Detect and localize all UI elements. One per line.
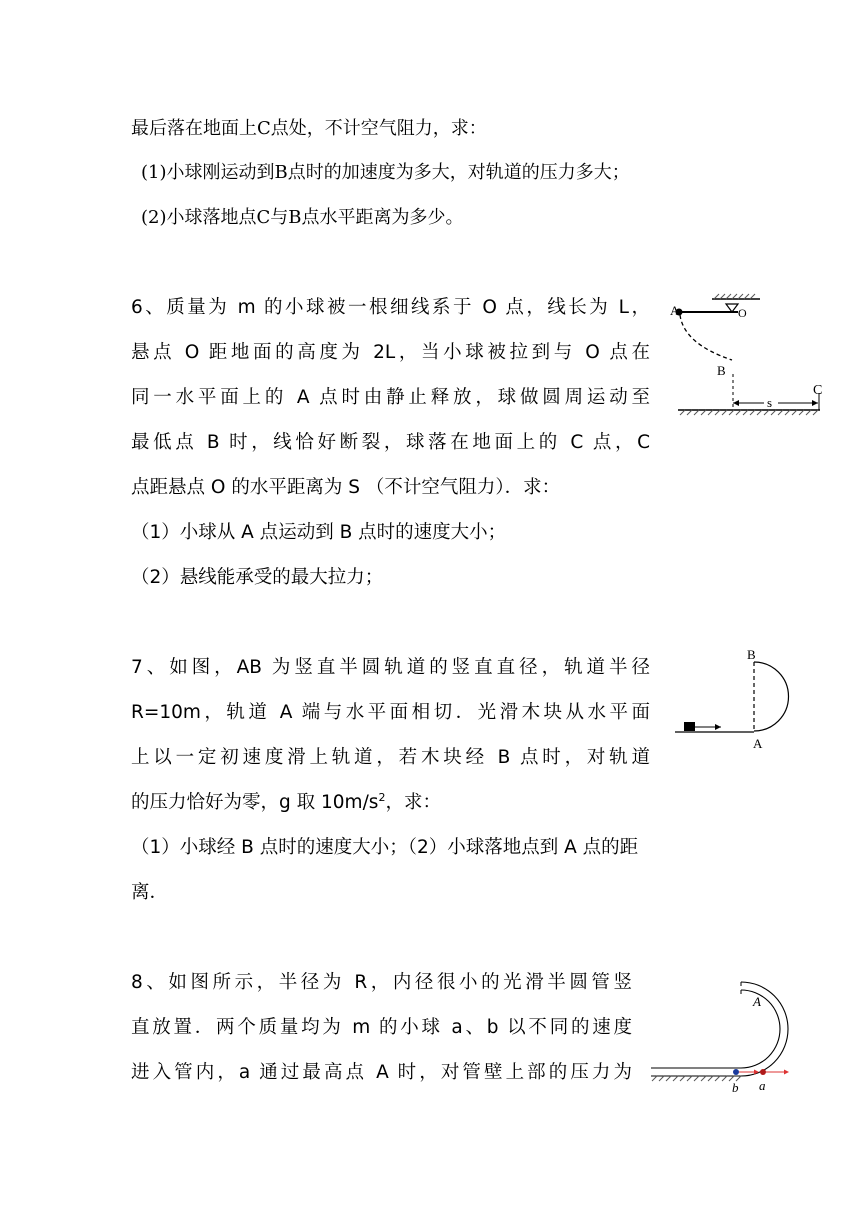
label-c: C bbox=[813, 383, 823, 398]
block bbox=[684, 722, 695, 731]
text-span: ，求： bbox=[385, 792, 441, 813]
text-line: R=10m，轨道 A 端与水平面相切．光滑木块从水平面 bbox=[131, 702, 650, 723]
text-line: 7、如图，AB 为竖直半圆轨道的竖直直径，轨道半径 bbox=[131, 657, 650, 678]
semicircle-tube-figure bbox=[646, 972, 816, 1098]
semicircle-track-figure bbox=[672, 644, 812, 754]
label-b: B bbox=[747, 647, 756, 662]
ball-a bbox=[760, 1069, 766, 1075]
text-line: (2)小球落地点C与B点水平距离为多少。 bbox=[141, 207, 464, 228]
text-line: （1）小球经 B 点时的速度大小；（2）小球落地点到 A 点的距 bbox=[131, 837, 639, 858]
label-b-ball: b bbox=[732, 1080, 739, 1095]
label-o: O bbox=[738, 306, 747, 320]
text-line: 悬点 O 距地面的高度为 2L，当小球被拉到与 O 点在 bbox=[131, 342, 650, 363]
text-line: (1)小球刚运动到B点时的加速度为多大，对轨道的压力多大； bbox=[141, 162, 630, 183]
superscript: 2 bbox=[378, 791, 386, 804]
text-line: 6、质量为 m 的小球被一根细线系于 O 点，线长为 L， bbox=[131, 297, 650, 318]
pendulum-figure bbox=[660, 290, 830, 420]
label-b: B bbox=[717, 363, 726, 378]
text-line: 上以一定初速度滑上轨道，若木块经 B 点时，对轨道 bbox=[131, 747, 650, 768]
label-a: A bbox=[670, 303, 680, 318]
label-s: s bbox=[767, 395, 773, 410]
text-line: 点距悬点 O 的水平距离为 S （不计空气阻力）．求： bbox=[131, 477, 561, 498]
text-line: 8、如图所示，半径为 R，内径很小的光滑半圆管竖 bbox=[131, 972, 632, 993]
text-line: （1）小球从 A 点运动到 B 点时的速度大小； bbox=[131, 522, 507, 543]
text-line: 最低点 B 时，线恰好断裂，球落在地面上的 C 点，C bbox=[131, 432, 650, 453]
text-line: 进入管内，a 通过最高点 A 时，对管壁上部的压力为 bbox=[131, 1062, 632, 1083]
label-a-ball: a bbox=[759, 1078, 766, 1093]
label-a: A bbox=[753, 736, 763, 751]
text-line: 同一水平面上的 A 点时由静止释放，球做圆周运动至 bbox=[131, 387, 650, 408]
text-line: 最后落在地面上C点处，不计空气阻力，求： bbox=[131, 118, 487, 139]
text-line bbox=[131, 791, 441, 815]
text-span: 的压力恰好为零，g 取 10m/s bbox=[131, 792, 379, 813]
text-line: （2）悬线能承受的最大拉力； bbox=[131, 567, 384, 588]
label-a-top: A bbox=[753, 994, 761, 1009]
text-line: 离． bbox=[131, 882, 169, 903]
ball-b bbox=[733, 1069, 739, 1075]
text-line: 直放置．两个质量均为 m 的小球 a、b 以不同的速度 bbox=[131, 1017, 632, 1038]
